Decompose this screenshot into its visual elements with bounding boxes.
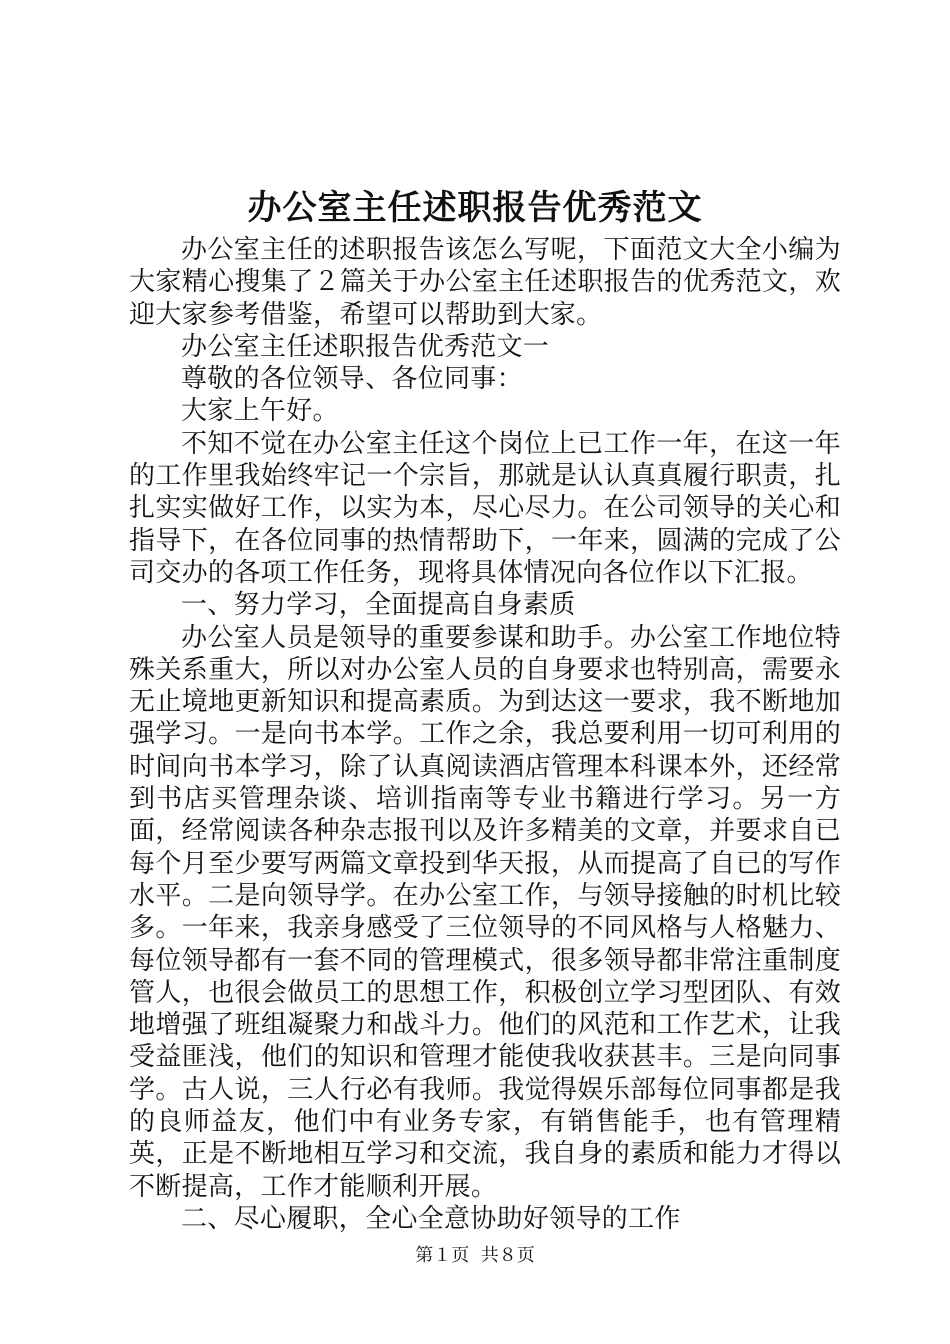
salutation: 尊敬的各位领导、各位同事：: [181, 364, 523, 395]
body-paragraph: 不知不觉在办公室主任这个岗位上已工作一年，在这一年的工作里我始终牢记一个宗旨，那就是认认真真履行职责，扎扎实实做好工作，以实为本，尽心尽力。在公司领导的关心和指导下，在各位同事的热情帮助下，一年来，圆满的完成了公司交办的各项工作任务，现将具体情况向各位作以下汇报。: [129, 428, 841, 588]
greeting: 大家上午好。: [181, 396, 339, 427]
intro-paragraph: 办公室主任的述职报告该怎么写呢，下面范文大全小编为大家精心搜集了２篇关于办公室主任述职报告的优秀范文，欢迎大家参考借鉴，希望可以帮助到大家。: [129, 235, 841, 330]
body-paragraph: 办公室人员是领导的重要参谋和助手。办公室工作地位特殊关系重大，所以对办公室人员的自身要求也特别高，需要永无止境地更新知识和提高素质。为到达这一要求，我不断地加强学习。一是向书本学。工作之余，我总要利用一切可利用的时间向书本学习，除了认真阅读酒店管理本科课本外，还经常到书店买管理杂谈、培训指南等专业书籍进行学习。另一方面，经常阅读各种杂志报刊以及许多精美的文章，并要求自已每个月至少要写两篇文章投到华天报，从而提高了自已的写作水平。二是向领导学。在办公室工作，与领导接触的时机比较多。一年来，我亲身感受了三位领导的不同风格与人格魅力、每位领导都有一套不同的管理模式，很多领导都非常注重制度管人，也很会做员工的思想工作，积极创立学习型团队、有效地增强了班组凝聚力和战斗力。他们的风范和工作艺术，让我受益匪浅，他们的知识和管理才能使我收获甚丰。三是向同事学。古人说，三人行必有我师。我觉得娱乐部每位同事都是我的良师益友，他们中有业务专家，有销售能手，也有管理精英，正是不断地相互学习和交流，我自身的素质和能力才得以不断提高，工作才能顺利开展。: [129, 622, 841, 1202]
page-total: 共８页: [480, 1245, 535, 1266]
document-body: [129, 234, 841, 1235]
page-footer: [0, 1244, 950, 1268]
section-heading: 办公室主任述职报告优秀范文一: [181, 331, 550, 362]
page-number: 第１页: [415, 1245, 470, 1266]
subsection-heading: 二、尽心履职，全心全意协助好领导的工作: [181, 1203, 681, 1234]
document-title: 办公室主任述职报告优秀范文: [247, 188, 703, 228]
subsection-heading: 一、努力学习，全面提高自身素质: [181, 590, 576, 621]
